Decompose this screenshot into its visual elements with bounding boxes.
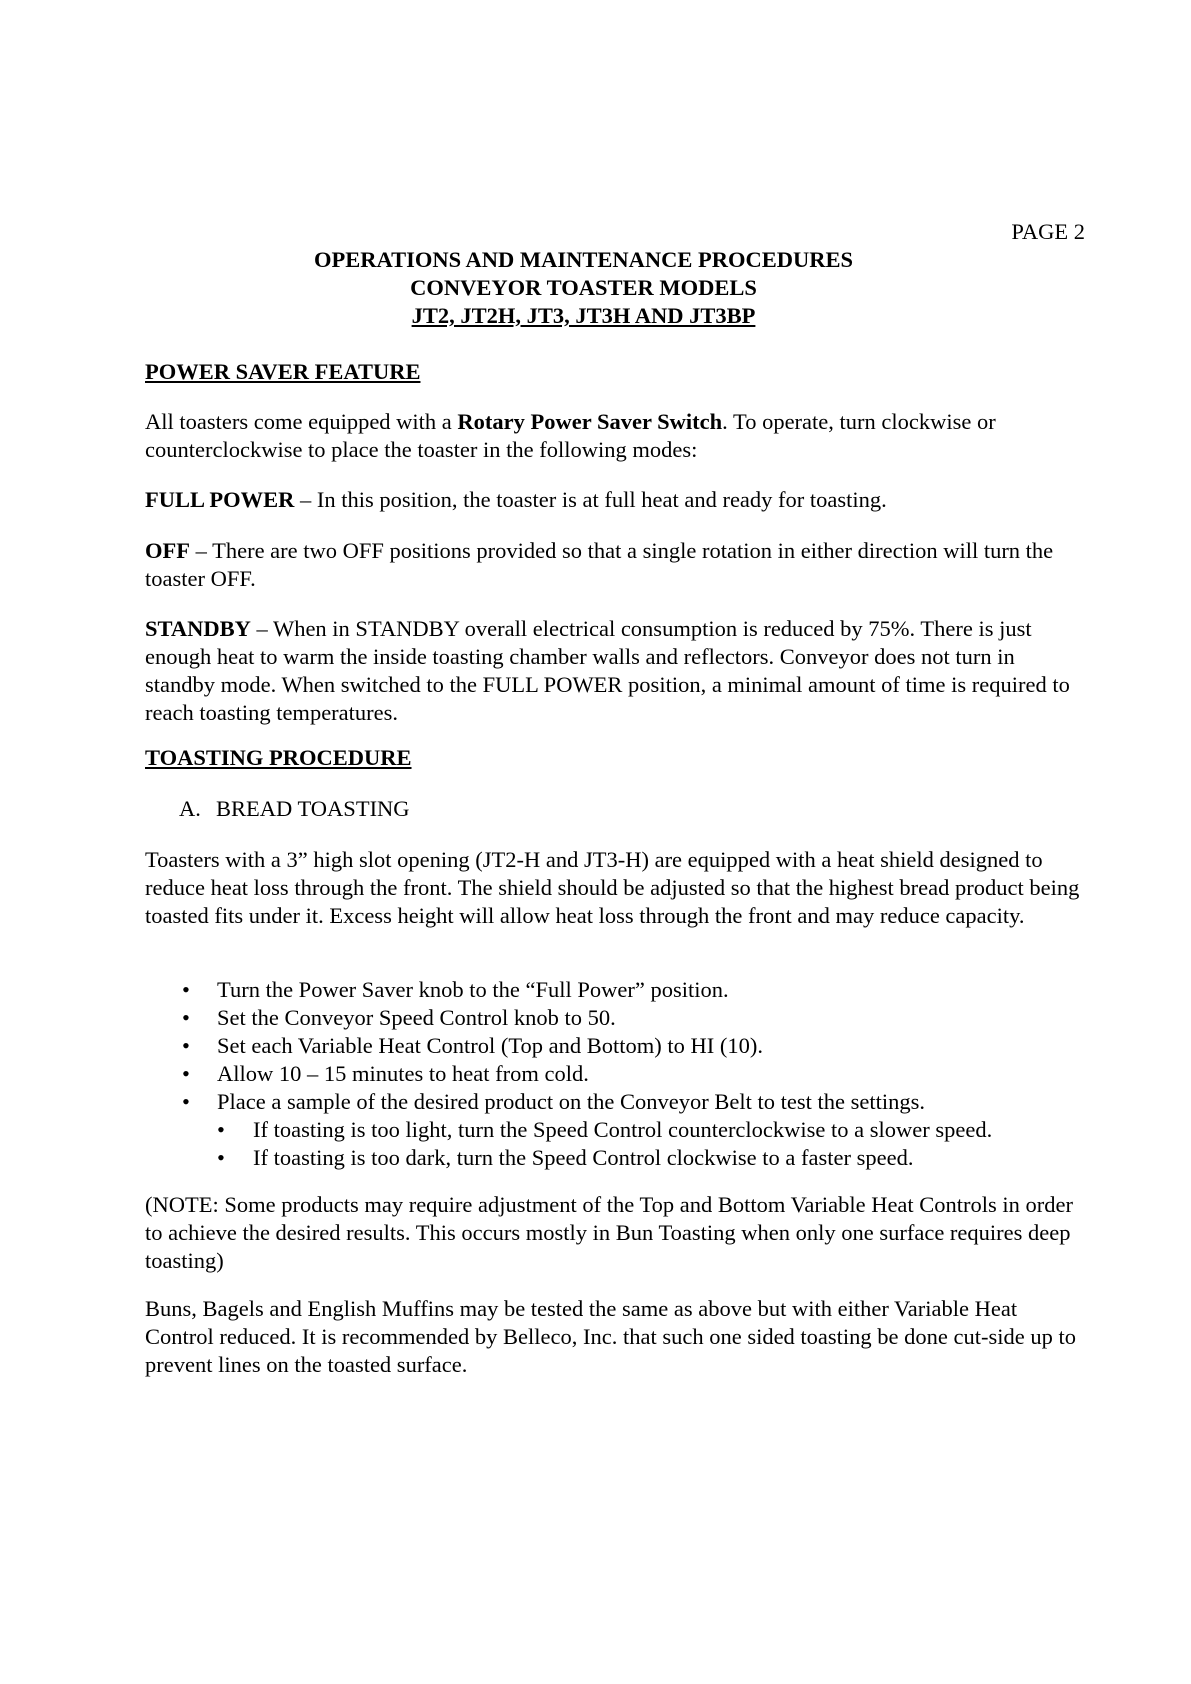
list-item: • Place a sample of the desired product on the Conveyor Belt to test the settings. (145, 1088, 1085, 1116)
nested-list-item: • If toasting is too light, turn the Speed Control counterclockwise to a slower speed. (145, 1116, 1085, 1144)
sub-item-letter: A. (179, 796, 201, 821)
list-item: • Set each Variable Heat Control (Top and Bottom) to HI (10). (145, 1032, 1085, 1060)
toasting-heading: TOASTING PROCEDURE (145, 745, 412, 770)
note-paragraph: (NOTE: Some products may require adjustment of the Top and Bottom Variable Heat Controls in order to achieve the desired results. This occurs mostly in Bun Toasting when only one surface requires deep toasting) (145, 1192, 1074, 1273)
header-title: OPERATIONS AND MAINTENANCE PROCEDURES (313, 247, 853, 272)
full-power-text: – In this position, the toaster is at full heat and ready for toasting. (294, 487, 887, 512)
intro-text-before: All toasters come equipped with a (145, 409, 458, 434)
intro-text-after: . To operate, turn clockwise or counterclockwise to place the toaster in the following modes: (145, 409, 996, 462)
list-item: • Allow 10 – 15 minutes to heat from cold. (145, 1060, 1085, 1088)
full-power-paragraph (145, 486, 1085, 514)
intro-switch-name: Rotary Power Saver Switch (457, 409, 723, 434)
heat-shield-paragraph: Toasters with a 3” high slot opening (JT2-H and JT3-H) are equipped with a heat shield designed to reduce heat loss through the front. The shield should be adjusted so that the highest bread product being toasted fits under it. Excess height will allow heat loss through the front and may reduce capacity. (145, 847, 1080, 928)
standby-term: STANDBY (145, 616, 251, 641)
list-item: • Turn the Power Saver knob to the “Full Power” position. (145, 976, 1085, 1004)
nested-list-item: • If toasting is too dark, turn the Speed Control clockwise to a faster speed. (145, 1144, 1085, 1172)
power-saver-intro (145, 408, 1085, 464)
off-text: – There are two OFF positions provided so that a single rotation in either direction will turn the toaster OFF. (145, 538, 1054, 591)
full-power-term: FULL POWER (145, 487, 295, 512)
off-paragraph (145, 537, 1085, 593)
closing-paragraph: Buns, Bagels and English Muffins may be tested the same as above but with either Variable Heat Control reduced. It is recommended by Belleco, Inc. that such one sided toasting be done cut-side up to prevent lines on the toasted surface. (145, 1296, 1077, 1377)
standby-paragraph (145, 615, 1085, 727)
standby-text: – When in STANDBY overall electrical consumption is reduced by 75%. There is just enough heat to warm the inside toasting chamber walls and reflectors. Conveyor does not turn in standby mode. When switched to the FULL POWER position, a minimal amount of time is required to reach toasting temperatures. (145, 616, 1070, 725)
page-number: PAGE 2 (1011, 219, 1085, 244)
off-term: OFF (145, 538, 190, 563)
power-saver-heading: POWER SAVER FEATURE (145, 359, 421, 384)
document-header (0, 246, 1191, 330)
sub-item-label: BREAD TOASTING (216, 796, 410, 821)
bread-toasting-subheading (179, 795, 410, 823)
toasting-steps-list (145, 976, 1085, 1172)
header-models: JT2, JT2H, JT3, JT3H AND JT3BP (411, 303, 756, 328)
header-subtitle: CONVEYOR TOASTER MODELS (410, 275, 757, 300)
list-item: • Set the Conveyor Speed Control knob to 50. (145, 1004, 1085, 1032)
